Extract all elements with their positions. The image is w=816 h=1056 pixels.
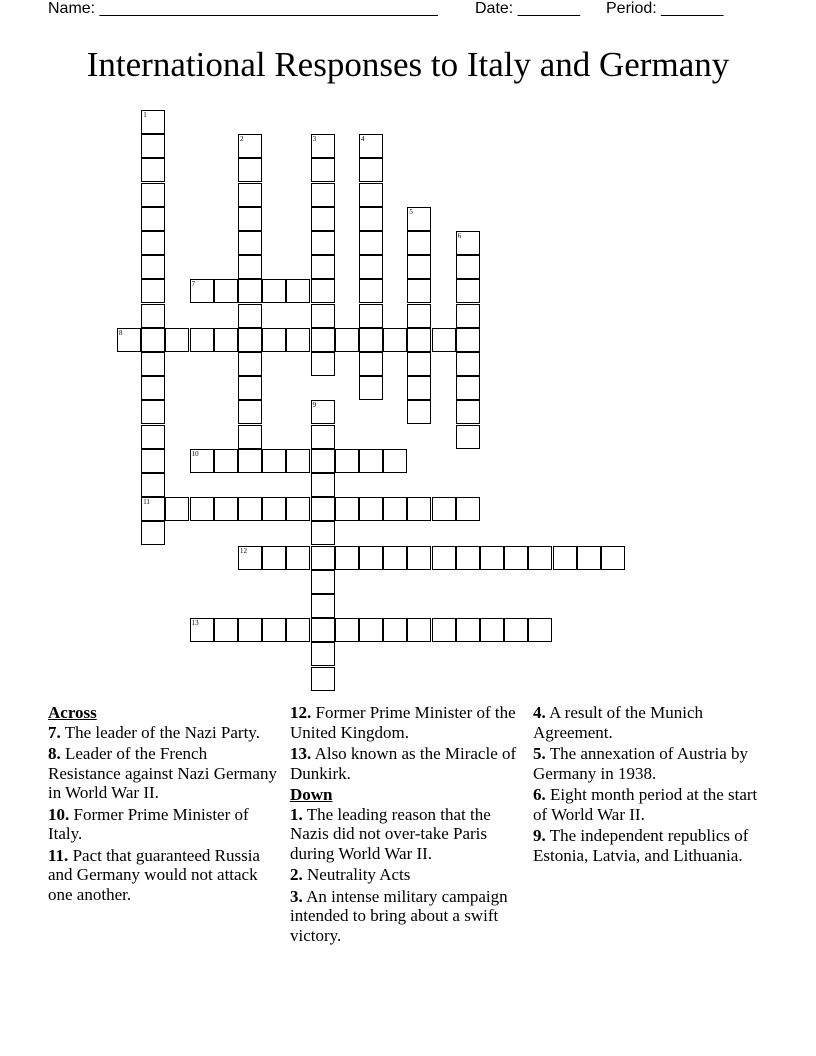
clue-down-4: 4. A result of the Munich Agreement.	[533, 703, 703, 742]
grid-cell[interactable]	[407, 231, 431, 255]
grid-cell[interactable]	[528, 618, 552, 642]
clue-across-13: 13. Also known as the Miracle of Dunkirk.	[290, 744, 517, 783]
grid-cell[interactable]	[141, 400, 165, 424]
grid-cell[interactable]	[456, 618, 480, 642]
grid-cell[interactable]	[165, 328, 189, 352]
grid-cell[interactable]	[238, 255, 262, 279]
grid-cell[interactable]	[383, 546, 407, 570]
grid-cell[interactable]	[214, 449, 238, 473]
grid-cell[interactable]	[141, 255, 165, 279]
clue-down-5: 5. The annexation of Austria by Germany in 1938.	[533, 744, 748, 783]
grid-cell[interactable]	[141, 231, 165, 255]
clues-column-3	[533, 703, 773, 867]
grid-cell[interactable]	[407, 376, 431, 400]
clue-number: 12	[240, 546, 247, 555]
grid-cell[interactable]	[238, 207, 262, 231]
clue-down-1: 1. The leading reason that the Nazis did not over-take Paris during World War II.	[290, 804, 491, 863]
grid-cell[interactable]	[262, 328, 286, 352]
grid-cell[interactable]	[190, 279, 214, 303]
grid-cell[interactable]	[335, 546, 359, 570]
clue-number: 2	[240, 135, 244, 144]
period-field[interactable]: Period: _______	[606, 0, 724, 17]
grid-cell[interactable]	[311, 425, 335, 449]
grid-cell[interactable]	[238, 352, 262, 376]
grid-cell[interactable]	[528, 546, 552, 570]
grid-cell[interactable]	[456, 231, 480, 255]
grid-cell[interactable]	[359, 546, 383, 570]
grid-cell[interactable]	[311, 618, 335, 642]
grid-cell[interactable]	[238, 231, 262, 255]
grid-cell[interactable]	[262, 618, 286, 642]
grid-cell[interactable]	[141, 134, 165, 158]
clue-down-9: 9. The independent republics of Estonia, Latvia, and Lithuania.	[533, 826, 749, 865]
grid-cell[interactable]	[190, 328, 214, 352]
clue-number: 6	[457, 232, 462, 240]
grid-cell[interactable]	[311, 521, 335, 545]
grid-cell[interactable]	[383, 618, 407, 642]
grid-cell[interactable]	[311, 570, 335, 594]
clue-number: 3	[312, 135, 317, 144]
grid-cell[interactable]	[141, 449, 165, 473]
grid-cell[interactable]	[311, 594, 335, 618]
grid-cell[interactable]	[407, 207, 431, 231]
grid-cell[interactable]	[141, 304, 165, 328]
grid-cell[interactable]	[141, 328, 165, 352]
grid-cell[interactable]	[359, 449, 383, 473]
grid-cell[interactable]	[553, 546, 577, 570]
grid-cell[interactable]	[359, 207, 383, 231]
clue-down-2: 2. Neutrality Acts	[290, 865, 411, 884]
grid-cell[interactable]	[165, 497, 189, 521]
clue-number: 5	[409, 207, 413, 216]
grid-cell[interactable]	[141, 279, 165, 303]
grid-cell[interactable]	[359, 352, 383, 376]
date-field[interactable]: Date: _______	[475, 0, 580, 17]
grid-cell[interactable]	[456, 304, 480, 328]
grid-cell[interactable]	[286, 449, 310, 473]
grid-cell[interactable]	[262, 546, 286, 570]
grid-cell[interactable]	[456, 546, 480, 570]
grid-cell[interactable]	[214, 328, 238, 352]
grid-cell[interactable]	[286, 279, 310, 303]
grid-cell[interactable]	[359, 328, 383, 352]
grid-cell[interactable]	[262, 449, 286, 473]
grid-cell[interactable]	[311, 473, 335, 497]
grid-cell[interactable]	[141, 352, 165, 376]
grid-cell[interactable]	[359, 158, 383, 182]
grid-cell[interactable]	[311, 546, 335, 570]
grid-cell[interactable]	[359, 134, 383, 158]
grid-cell[interactable]	[359, 255, 383, 279]
grid-cell[interactable]	[286, 328, 310, 352]
grid-cell[interactable]	[311, 231, 335, 255]
grid-cell[interactable]	[359, 279, 383, 303]
grid-cell[interactable]	[335, 449, 359, 473]
clue-number: 4	[361, 135, 365, 144]
grid-cell[interactable]	[335, 618, 359, 642]
student-info-header	[48, 0, 768, 20]
grid-cell[interactable]	[238, 425, 262, 449]
clue-across-10: 10. Former Prime Minister of Italy.	[48, 804, 249, 843]
grid-cell[interactable]	[432, 546, 456, 570]
grid-cell[interactable]	[190, 449, 214, 473]
grid-cell[interactable]	[190, 618, 214, 642]
grid-cell[interactable]	[407, 618, 431, 642]
grid-cell[interactable]	[577, 546, 601, 570]
clue-across-7: 7. The leader of the Nazi Party.	[48, 722, 260, 742]
grid-cell[interactable]	[504, 546, 528, 570]
grid-cell[interactable]	[141, 110, 165, 134]
grid-cell[interactable]	[311, 207, 335, 231]
grid-cell[interactable]	[432, 497, 456, 521]
grid-cell[interactable]	[432, 328, 456, 352]
grid-cell[interactable]	[286, 546, 310, 570]
grid-cell[interactable]	[456, 328, 480, 352]
grid-cell[interactable]	[262, 497, 286, 521]
grid-cell[interactable]	[456, 255, 480, 279]
grid-cell[interactable]	[141, 473, 165, 497]
grid-cell[interactable]	[335, 497, 359, 521]
grid-cell[interactable]	[214, 279, 238, 303]
grid-cell[interactable]	[311, 667, 335, 691]
grid-cell[interactable]	[407, 497, 431, 521]
grid-cell[interactable]	[190, 497, 214, 521]
grid-cell[interactable]	[238, 546, 262, 570]
grid-cell[interactable]	[456, 352, 480, 376]
grid-cell[interactable]	[311, 183, 335, 207]
grid-cell[interactable]	[214, 497, 238, 521]
clue-number: 10	[191, 449, 199, 458]
down-heading: Down	[290, 785, 333, 804]
grid-cell[interactable]	[383, 328, 407, 352]
grid-cell[interactable]	[311, 400, 335, 424]
grid-cell[interactable]	[407, 352, 431, 376]
grid-cell[interactable]	[238, 304, 262, 328]
grid-cell[interactable]	[311, 134, 335, 158]
grid-cell[interactable]	[238, 449, 262, 473]
clue-number: 11	[143, 498, 150, 507]
grid-cell[interactable]	[311, 158, 335, 182]
grid-cell[interactable]	[407, 400, 431, 424]
grid-cell[interactable]	[359, 231, 383, 255]
grid-cell[interactable]	[311, 352, 335, 376]
grid-cell[interactable]	[480, 546, 504, 570]
grid-cell[interactable]	[432, 618, 456, 642]
grid-cell[interactable]	[335, 328, 359, 352]
clues-column-2	[290, 703, 520, 947]
clue-across-11: 11. Pact that guaranteed Russia and Germany would not attack one another.	[48, 845, 260, 904]
grid-cell[interactable]	[286, 497, 310, 521]
grid-cell[interactable]	[359, 376, 383, 400]
clue-number: 7	[191, 280, 196, 289]
grid-cell[interactable]	[238, 279, 262, 303]
grid-cell[interactable]	[141, 376, 165, 400]
grid-cell[interactable]	[238, 134, 262, 158]
grid-cell[interactable]	[214, 618, 238, 642]
grid-cell[interactable]	[286, 618, 310, 642]
grid-cell[interactable]	[504, 618, 528, 642]
grid-cell[interactable]	[311, 304, 335, 328]
grid-cell[interactable]	[238, 376, 262, 400]
grid-cell[interactable]	[456, 497, 480, 521]
grid-cell[interactable]	[141, 497, 165, 521]
grid-cell[interactable]	[141, 158, 165, 182]
grid-cell[interactable]	[141, 425, 165, 449]
clue-number: 1	[143, 111, 147, 119]
clue-across-8: 8. Leader of the French Resistance against Nazi Germany in World War II.	[48, 744, 277, 802]
grid-cell[interactable]	[238, 497, 262, 521]
grid-cell[interactable]	[311, 279, 335, 303]
puzzle-title: International Responses to Italy and Germany	[86, 45, 730, 84]
grid-cell[interactable]	[407, 279, 431, 303]
grid-cell[interactable]	[456, 279, 480, 303]
grid-cell[interactable]	[480, 618, 504, 642]
grid-cell[interactable]	[262, 279, 286, 303]
clue-number: 9	[312, 401, 317, 410]
grid-cell[interactable]	[601, 546, 625, 570]
grid-cell[interactable]	[238, 618, 262, 642]
grid-cell[interactable]	[238, 183, 262, 207]
grid-cell[interactable]	[311, 328, 335, 352]
grid-cell[interactable]	[407, 255, 431, 279]
clue-down-6: 6. Eight month period at the start of World War II.	[533, 785, 758, 824]
clue-number: 13	[191, 619, 199, 628]
clue-across-12: 12. Former Prime Minister of the United Kingdom.	[290, 703, 516, 742]
grid-cell[interactable]	[407, 328, 431, 352]
across-heading: Across	[48, 703, 97, 722]
grid-cell[interactable]	[456, 400, 480, 424]
grid-cell[interactable]	[141, 207, 165, 231]
clue-number: 8	[119, 328, 123, 337]
grid-cell[interactable]	[359, 304, 383, 328]
grid-cell[interactable]	[359, 618, 383, 642]
grid-cell[interactable]	[238, 158, 262, 182]
clues-column-1	[48, 703, 278, 906]
grid-cell[interactable]	[456, 425, 480, 449]
grid-cell[interactable]	[238, 328, 262, 352]
grid-cell[interactable]	[383, 497, 407, 521]
grid-cell[interactable]	[311, 497, 335, 521]
grid-cell[interactable]	[238, 400, 262, 424]
grid-cell[interactable]	[311, 642, 335, 666]
grid-cell[interactable]	[141, 521, 165, 545]
grid-cell[interactable]	[359, 183, 383, 207]
grid-cell[interactable]	[407, 304, 431, 328]
grid-cell[interactable]	[141, 183, 165, 207]
grid-cell[interactable]	[456, 376, 480, 400]
grid-cell[interactable]	[407, 546, 431, 570]
grid-cell[interactable]	[311, 255, 335, 279]
name-field[interactable]: Name: ______________________________________	[48, 0, 438, 17]
grid-cell[interactable]	[383, 449, 407, 473]
grid-cell[interactable]	[117, 328, 141, 352]
clue-down-3: 3. An intense military campaign intended to bring about a swift victory.	[290, 886, 508, 945]
grid-cell[interactable]	[359, 497, 383, 521]
grid-cell[interactable]	[311, 449, 335, 473]
